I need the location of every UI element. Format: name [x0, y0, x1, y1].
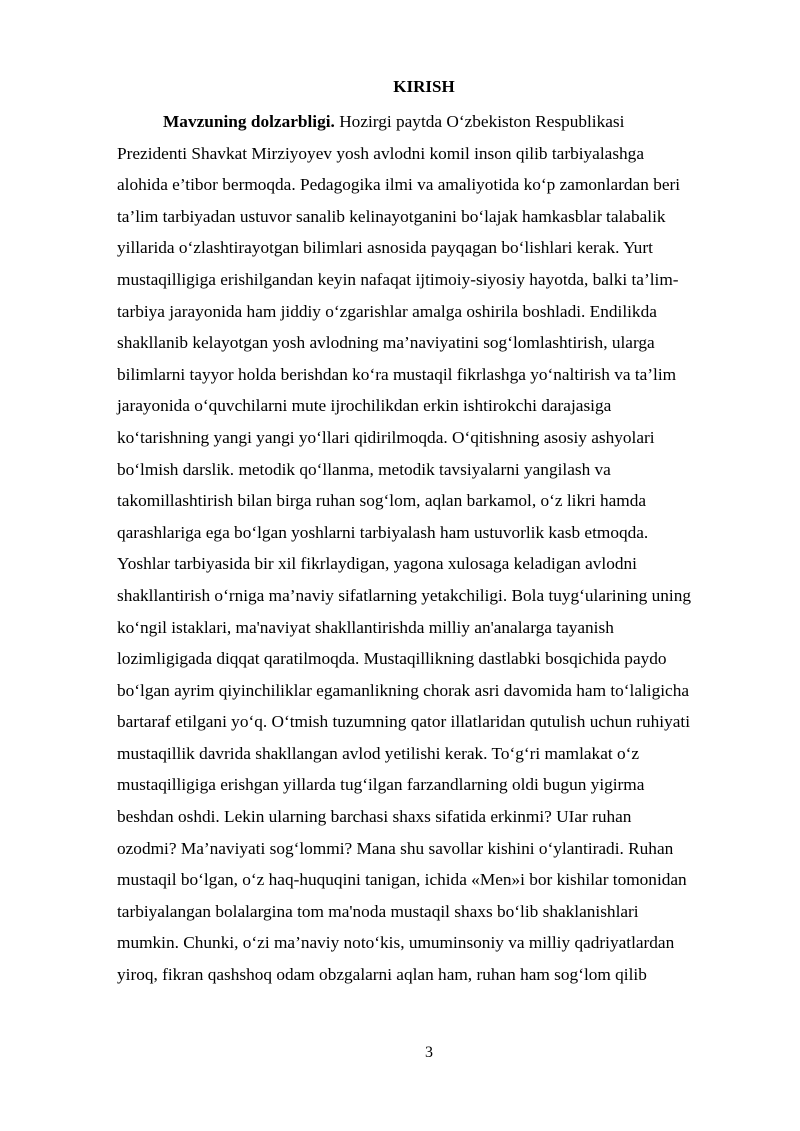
text-line: shakllanib kelayotgan yosh avlodning ma’naviyatini sog‘lomlashtirish, ularga — [117, 333, 655, 353]
text-line: mustaqillik davrida shakllangan avlod yetilishi kerak. To‘g‘ri mamlakat o‘z — [117, 743, 640, 763]
text-line: lozimligigada diqqat qaratilmoqda. Mustaqillikning dastlabki bosqichida paydo — [117, 649, 667, 669]
page-number: 3 — [425, 1044, 433, 1061]
text-line: Prezidenti Shavkat Mirziyoyev yosh avlodni komil inson qilib tarbiyalashga — [117, 143, 644, 163]
text-line: bilimlarni tayyor holda berishdan ko‘ra mustaqil fikrlashga yo‘naltirish va ta’lim — [117, 364, 677, 384]
text-line: jarayonida o‘quvchilarni mute ijrochilikdan erkin ishtirokchi darajasiga — [117, 396, 612, 416]
text-line: bo‘lgan ayrim qiyinchiliklar egamanlikning chorak asri davomida ham to‘laligicha — [117, 680, 690, 700]
text-line: qarashlariga ega bo‘lgan yoshlarni tarbiyalash ham ustuvorlik kasb etmoqda. — [117, 522, 649, 542]
text-line: yiroq, fikran qashshoq odam obzgalarni aqlan ham, ruhan ham sog‘lom qilib — [117, 965, 647, 985]
text-line: bartaraf etilgani yo‘q. O‘tmish tuzumning qator illatlaridan qutulish uchun ruhiyati — [117, 712, 691, 732]
text-line: beshdan oshdi. Lekin ularning barchasi shaxs sifatida erkinmi? UIar ruhan — [117, 807, 632, 827]
section-heading: KIRISH — [393, 77, 455, 96]
text-line: ko‘tarishning yangi yangi yo‘llari qidirilmoqda. O‘qitishning asosiy ashyolari — [117, 427, 655, 447]
text-line: ta’lim tarbiyadan ustuvor sanalib kelinayotganini bo‘lajak hamkasblar talabalik — [117, 206, 666, 226]
text-line: ozodmi? Ma’naviyati sog‘lommi? Mana shu savollar kishini o‘ylantiradi. Ruhan — [117, 838, 674, 858]
text-line: tarbiyalangan bolalargina tom ma'noda mustaqil shaxs bo‘lib shaklanishlari — [117, 901, 639, 921]
text-line: mumkin. Chunki, o‘zi ma’naviy noto‘kis, umuminsoniy va milliy qadriyatlardan — [117, 933, 675, 953]
text-line: ko‘ngil istaklari, ma'naviyat shakllantirishda milliy an'analarga tayanish — [117, 617, 614, 637]
body-paragraph — [117, 106, 745, 991]
paragraph-first-line — [117, 106, 745, 138]
paragraph-lead: Mavzuning dolzarbligi. — [163, 112, 335, 131]
text-line: takomillashtirish bilan birga ruhan sog‘lom, aqlan barkamol, o‘z likri hamda — [117, 491, 647, 511]
text-line: tarbiya jarayonida ham jiddiy o‘zgarishlar amalga oshirila boshladi. Endilikda — [117, 301, 657, 321]
text-line: shakllantirish o‘rniga ma’naviy sifatlarning yetakchiligi. Bola tuyg‘ularining uning — [117, 585, 691, 605]
text-line: mustaqilligiga erishgan yillarda tug‘ilgan farzandlarning oldi bugun yigirma — [117, 775, 645, 795]
text-line: mustaqil bo‘lgan, o‘z haq-huquqini tanigan, ichida «Men»i bor kishilar tomonidan — [117, 870, 687, 890]
text-line: Yoshlar tarbiyasida bir xil fikrlaydigan, yagona xulosaga keladigan avlodni — [117, 554, 637, 574]
text-line: bo‘lmish darslik. metodik qo‘llanma, metodik tavsiyalarni yangilash va — [117, 459, 611, 479]
text-line: mustaqilligiga erishilgandan keyin nafaqat ijtimoiy-siyosiy hayotda, balki ta’lim- — [117, 269, 679, 289]
text-line: alohida e’tibor bermoqda. Pedagogika ilmi va amaliyotida ko‘p zamonlardan beri — [117, 175, 681, 195]
text-line: yillarida o‘zlashtirayotgan bilimlari asnosida payqagan bo‘lishlari kerak. Yurt — [117, 238, 653, 258]
paragraph-first-line-text: Hozirgi paytda O‘zbekiston Respublikasi — [334, 112, 625, 131]
